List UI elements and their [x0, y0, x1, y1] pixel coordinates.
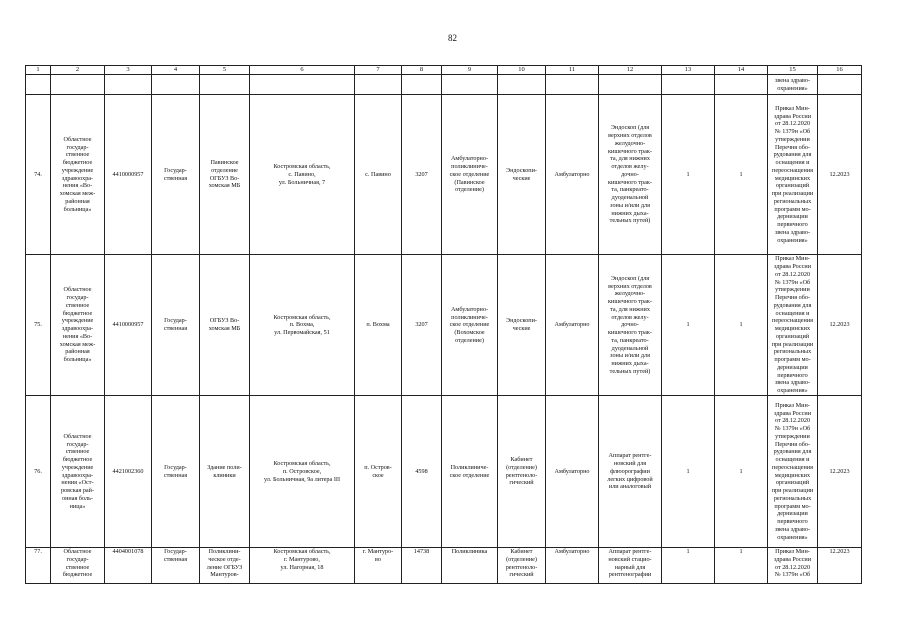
cabinet-type: Кабинет (отделение) рентгеноло- гический	[498, 548, 546, 584]
organization-name: Областное государ- ственное бюджетное	[51, 548, 105, 584]
care-type: Амбулаторно	[546, 396, 599, 548]
population: 3207	[402, 95, 442, 255]
order-reference: Приказ Мин- здрава России от 28.12.2020 № 1379н «Об утверждении Перечня обо- рудования для оснащения и переоснащения медицинских организаций при реализации региональных программ мо- дернизации первичного звена здраво- охранения»	[768, 95, 818, 255]
subdivision: Поликлини- ческое отде- ление ОГБУЗ Мантуров-	[200, 548, 250, 584]
care-type: Амбулаторно	[546, 95, 599, 255]
col-header: 15	[768, 66, 818, 75]
population: 4598	[402, 396, 442, 548]
table-row	[26, 396, 862, 548]
settlement: г. Мантуро- во	[355, 548, 402, 584]
row-number: 74.	[26, 95, 51, 255]
row-number: 77.	[26, 548, 51, 584]
table-row	[26, 548, 862, 584]
population: 3207	[402, 255, 442, 396]
address: Костромская область, п. Островское, ул. Больничная, 9а литера III	[250, 396, 355, 548]
deadline-date: 12.2023	[818, 95, 862, 255]
quantity-b: 1	[715, 548, 768, 584]
population: 14738	[402, 548, 442, 584]
table-row	[26, 95, 862, 255]
col-header: 2	[51, 66, 105, 75]
equipment: Аппарат рентге- новский для флюорографии легких цифровой или аналоговый	[599, 396, 662, 548]
row-number: 75.	[26, 255, 51, 396]
ownership-form: Государ- ственная	[152, 255, 200, 396]
order-reference: Приказ Мин- здрава России от 28.12.2020 № 1379н «Об	[768, 548, 818, 584]
equipment: Эндоскоп (для верхних отделов желудочно- кишечного трак- та, для нижних отделов желу- дочно- кишечного трак- та, панкреато- дуоденальной зоны и/или для нижних дыха- тельных путей)	[599, 255, 662, 396]
settlement: п. Вохма	[355, 255, 402, 396]
ownership-form: Государ- ственная	[152, 95, 200, 255]
order-reference: Приказ Мин- здрава России от 28.12.2020 № 1379н «Об утверждении Перечня обо- рудования для оснащения и переоснащения медицинских организаций при реализации региональных программ мо- дернизации первичного звена здраво- охранения»	[768, 255, 818, 396]
care-type: Амбулаторно	[546, 255, 599, 396]
department: Амбулаторно- поликлиниче- ское отделение (Павинское отделение)	[442, 95, 498, 255]
ownership-form: Государ- ственная	[152, 396, 200, 548]
inn-code: 4410000957	[105, 95, 152, 255]
deadline-date: 12.2023	[818, 255, 862, 396]
col-header: 13	[662, 66, 715, 75]
col-header: 4	[152, 66, 200, 75]
col-header: 1	[26, 66, 51, 75]
quantity-a: 1	[662, 95, 715, 255]
department: Поликлиниче- ское отделение	[442, 396, 498, 548]
col-header: 3	[105, 66, 152, 75]
care-type: Амбулаторно	[546, 548, 599, 584]
address: Костромская область, п. Вохма, ул. Первомайская, 51	[250, 255, 355, 396]
col-header: 7	[355, 66, 402, 75]
col-header: 12	[599, 66, 662, 75]
col-header: 6	[250, 66, 355, 75]
address: Костромская область, с. Павино, ул. Больничная, 7	[250, 95, 355, 255]
subdivision: ОГБУЗ Во- хомская МБ	[200, 255, 250, 396]
cabinet-type: Эндоскопи- ческие	[498, 95, 546, 255]
col-header: 5	[200, 66, 250, 75]
organization-name: Областное государ- ственное бюджетное учреждение здравоохра- нения «Ост- ровская рай- онная боль- ница»	[51, 396, 105, 548]
col-header: 14	[715, 66, 768, 75]
subdivision: Павинское отделение ОГБУЗ Во- хомская МБ	[200, 95, 250, 255]
cabinet-type: Эндоскопи- ческие	[498, 255, 546, 396]
order-reference: Приказ Мин- здрава России от 28.12.2020 № 1379н «Об утверждении Перечня обо- рудования для оснащения и переоснащения медицинских организаций при реализации региональных программ мо- дернизации первичного звена здраво- охранения»	[768, 396, 818, 548]
inn-code: 4404001078	[105, 548, 152, 584]
quantity-b: 1	[715, 396, 768, 548]
col-header: 8	[402, 66, 442, 75]
address: Костромская область, г. Мантурово, ул. Нагорная, 18	[250, 548, 355, 584]
col-header: 10	[498, 66, 546, 75]
organization-name: Областное государ- ственное бюджетное учреждение здравоохра- нения «Во- хомская меж- районная больница»	[51, 255, 105, 396]
deadline-date: 12.2023	[818, 396, 862, 548]
subdivision: Здание поли- клиники	[200, 396, 250, 548]
row-number: 76.	[26, 396, 51, 548]
equipment-table	[25, 65, 862, 584]
order-continuation: звена здраво- охранения»	[768, 75, 818, 95]
quantity-b: 1	[715, 255, 768, 396]
quantity-b: 1	[715, 95, 768, 255]
department: Амбулаторно- поликлиниче- ское отделение (Вохомское отделение)	[442, 255, 498, 396]
equipment: Аппарат рентге- новский стацио- нарный для рентгенографии	[599, 548, 662, 584]
organization-name: Областное государ- ственное бюджетное учреждение здравоохра- нения «Во- хомская меж- районная больница»	[51, 95, 105, 255]
settlement: с. Павино	[355, 95, 402, 255]
inn-code: 4410000957	[105, 255, 152, 396]
column-number-header-row	[26, 66, 862, 75]
cabinet-type: Кабинет (отделение) рентгеноло- гический	[498, 396, 546, 548]
quantity-a: 1	[662, 255, 715, 396]
quantity-a: 1	[662, 548, 715, 584]
ownership-form: Государ- ственная	[152, 548, 200, 584]
col-header: 11	[546, 66, 599, 75]
settlement: п. Остров- ское	[355, 396, 402, 548]
page-number: 82	[448, 33, 457, 43]
deadline-date: 12.2023	[818, 548, 862, 584]
equipment: Эндоскоп (для верхних отделов желудочно- кишечного трак- та, для нижних отделов желу- дочно- кишечного трак- та, панкреато- дуоденальной зоны и/или для нижних дыха- тельных путей)	[599, 95, 662, 255]
col-header: 9	[442, 66, 498, 75]
inn-code: 4421002360	[105, 396, 152, 548]
department: Поликлиника	[442, 548, 498, 584]
continuation-row	[26, 75, 862, 95]
quantity-a: 1	[662, 396, 715, 548]
table-row	[26, 255, 862, 396]
col-header: 16	[818, 66, 862, 75]
